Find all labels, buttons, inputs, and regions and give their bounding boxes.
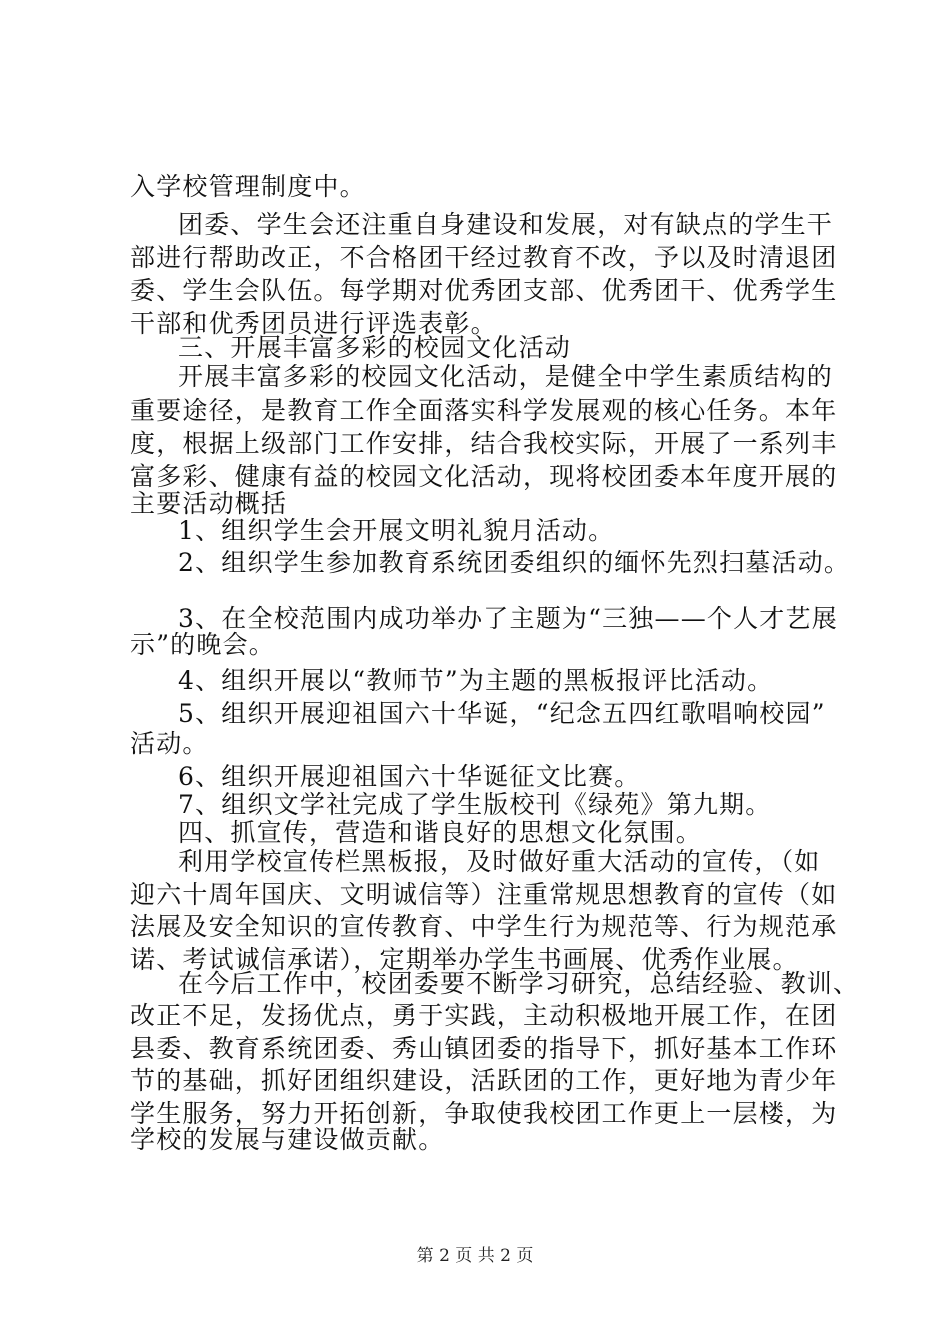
text-line: 示”的晚会。	[130, 630, 275, 659]
text-line: 在今后工作中，校团委要不断学习研究，总结经验、教训、	[178, 969, 860, 998]
list-item: 1、组织学生会开展文明礼貌月活动。	[178, 516, 615, 545]
text-line: 主要活动概括	[130, 489, 288, 518]
section-heading: 三、开展丰富多彩的校园文化活动	[178, 333, 572, 362]
list-item: 3、在全校范围内成功举办了主题为“三独——个人才艺展	[178, 604, 838, 633]
text-line: 富多彩、健康有益的校园文化活动，现将校团委本年度开展的	[130, 462, 838, 491]
text-line: 利用学校宣传栏黑板报，及时做好重大活动的宣传，（如	[178, 847, 821, 876]
text-line: 干部和优秀团员进行评选表彰。	[130, 309, 497, 338]
text-line: 学校的发展与建设做贡献。	[130, 1125, 445, 1154]
list-item: 2、组织学生参加教育系统团委组织的缅怀先烈扫墓活动。	[178, 548, 851, 577]
list-item: 6、组织开展迎祖国六十华诞征文比赛。	[178, 762, 641, 791]
text-line: 学生服务，努力开拓创新，争取使我校团工作更上一层楼，为	[130, 1099, 838, 1128]
text-line: 改正不足，发扬优点，勇于实践，主动积极地开展工作，在团	[130, 1001, 838, 1030]
list-item: 7、组织文学社完成了学生版校刊《绿苑》第九期。	[178, 790, 772, 819]
text-line: 重要途径，是教育工作全面落实科学发展观的核心任务。本年	[130, 396, 838, 425]
text-line: 节的基础，抓好团组织建设，活跃团的工作，更好地为青少年	[130, 1066, 838, 1095]
text-line: 活动。	[130, 729, 209, 758]
text-line: 开展丰富多彩的校园文化活动，是健全中学生素质结构的	[178, 362, 834, 391]
text-line: 迎六十周年国庆、文明诚信等）注重常规思想教育的宣传（如	[130, 880, 838, 909]
text-line: 诺、考试诚信承诺），定期举办学生书画展、优秀作业展。	[130, 945, 799, 974]
text-line: 度，根据上级部门工作安排，结合我校实际，开展了一系列丰	[130, 429, 838, 458]
text-line: 团委、学生会还注重自身建设和发展，对有缺点的学生干	[178, 210, 834, 239]
text-line: 部进行帮助改正，不合格团干经过教育不改，予以及时清退团	[130, 243, 838, 272]
text-line: 法展及安全知识的宣传教育、中学生行为规范等、行为规范承	[130, 912, 838, 941]
text-line: 县委、教育系统团委、秀山镇团委的指导下，抓好基本工作环	[130, 1034, 838, 1063]
text-line: 委、学生会队伍。每学期对优秀团支部、优秀团干、优秀学生	[130, 276, 838, 305]
text-line: 入学校管理制度中。	[130, 172, 366, 201]
page-number-footer: 第 2 页 共 2 页	[416, 1246, 534, 1266]
list-item: 4、组织开展以“教师节”为主题的黑板报评比活动。	[178, 666, 774, 695]
list-item: 5、组织开展迎祖国六十华诞，“纪念五四红歌唱响校园”	[178, 699, 826, 728]
section-heading: 四、抓宣传，营造和谐良好的思想文化氛围。	[178, 818, 703, 847]
